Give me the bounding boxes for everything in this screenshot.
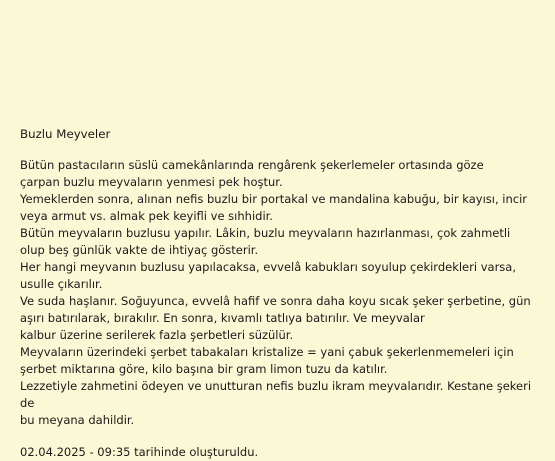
- document-body: [20, 157, 548, 429]
- paragraph: [20, 259, 548, 293]
- paragraph-line: Bütün pastacıların süslü camekânlarında rengârenk şekerlemeler ortasında göze: [20, 158, 484, 172]
- paragraph: [20, 378, 548, 429]
- paragraph-line: Bütün meyvaların buzlusu yapılır. Lâkin, buzlu meyvaların hazırlanması, çok zahmetli: [20, 226, 511, 240]
- paragraph-line: veya armut vs. almak pek keyifli ve sıhhidir.: [20, 209, 273, 223]
- paragraph-line: Lezzetiyle zahmetini ödeyen ve unutturan nefis buzlu ikram meyvalarıdır. Kestane şekeri de: [20, 379, 532, 410]
- paragraph: [20, 344, 548, 378]
- paragraph: [20, 293, 548, 344]
- paragraph-line: Yemeklerden sonra, alınan nefis buzlu bir portakal ve mandalina kabuğu, bir kayısı, incir: [20, 192, 528, 206]
- paragraph-line: kalbur üzerine serilerek fazla şerbetleri süzülür.: [20, 328, 294, 342]
- paragraph-line: şerbet miktarına göre, kilo başına bir gram limon tuzu da katılır.: [20, 362, 388, 376]
- paragraph-line: aşırı batırılarak, bırakılır. En sonra, kıvamlı tatlıya batırılır. Ve meyvalar: [20, 311, 425, 325]
- paragraph-line: Ve suda haşlanır. Soğuyunca, evvelâ hafif ve sonra daha koyu sıcak şeker şerbetine, gün: [20, 294, 531, 308]
- paragraph: [20, 225, 548, 259]
- paragraph: [20, 191, 548, 225]
- creation-timestamp: 02.04.2025 - 09:35 tarihinde oluşturuldu.: [20, 445, 259, 459]
- paragraph-line: çarpan buzlu meyvaların yenmesi pek hoştur.: [20, 175, 283, 189]
- paragraph-line: usulle çıkarılır.: [20, 277, 103, 291]
- paragraph-line: Her hangi meyvanın buzlusu yapılacaksa, evvelâ kabukları soyulup çekirdekleri varsa,: [20, 260, 516, 274]
- paragraph-line: Meyvaların üzerindeki şerbet tabakaları kristalize = yani çabuk şekerlenmemeleri için: [20, 345, 514, 359]
- spacer: [20, 142, 548, 157]
- paragraph-line: olup beş günlük vakte de ihtiyaç gösterir.: [20, 243, 259, 257]
- document-title: Buzlu Meyveler: [20, 127, 111, 141]
- paragraph-line: bu meyana dahildir.: [20, 413, 135, 427]
- paragraph: [20, 157, 548, 191]
- document-content: [20, 126, 548, 461]
